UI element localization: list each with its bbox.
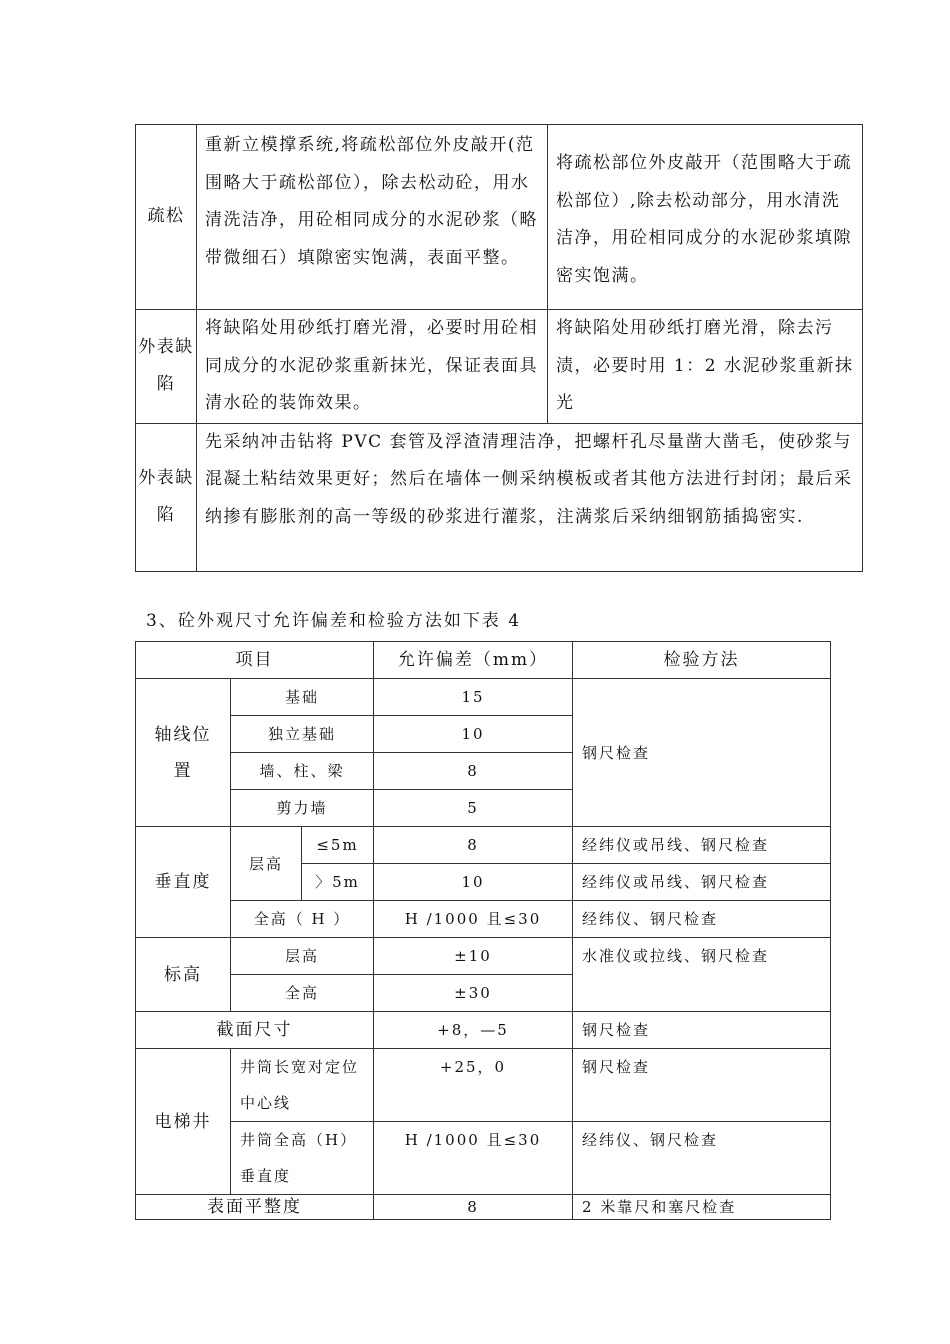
- tolerance-value: +8，—5: [374, 1012, 573, 1049]
- tolerance-value: ±10: [374, 938, 573, 975]
- method-text: 钢尺检查: [573, 1012, 831, 1049]
- item-name: 井筒长宽对定位中心线: [231, 1049, 374, 1122]
- table-row: [136, 1195, 831, 1220]
- tolerance-table: [135, 641, 831, 1220]
- tolerance-value: +25，0: [374, 1049, 573, 1122]
- table-row: [136, 679, 831, 716]
- method-text: 水准仪或拉线、钢尺检查: [573, 938, 831, 1012]
- group-label: 轴线位置: [136, 679, 231, 827]
- tolerance-value: H /1000 且≤30: [374, 901, 573, 938]
- group-label: 电梯井: [136, 1049, 231, 1195]
- item-name: 层高: [231, 938, 374, 975]
- item-name: 层高: [231, 827, 302, 901]
- condition: 〉5m: [302, 864, 374, 901]
- tolerance-value: H /1000 且≤30: [374, 1122, 573, 1195]
- item-name: 井筒全高（H）垂直度: [231, 1122, 374, 1195]
- table-row: [136, 938, 831, 975]
- item-name: 基础: [231, 679, 374, 716]
- item-name: 剪力墙: [231, 790, 374, 827]
- item-name: 截面尺寸: [136, 1012, 374, 1049]
- tolerance-value: 8: [374, 753, 573, 790]
- row-label: 外表缺陷: [136, 423, 197, 571]
- item-name: 墙、柱、梁: [231, 753, 374, 790]
- item-name: 全高: [231, 975, 374, 1012]
- tolerance-value: 8: [374, 1195, 573, 1220]
- treatment-text-alt: 将疏松部位外皮敲开（范围略大于疏松部位）,除去松动部分，用水清洗洁净，用砼相同成分的水泥砂浆填隙密实饱满。: [548, 125, 863, 310]
- tolerance-value: 5: [374, 790, 573, 827]
- group-label: 垂直度: [136, 827, 231, 938]
- tolerance-value: 15: [374, 679, 573, 716]
- method-text: 钢尺检查: [573, 1049, 831, 1122]
- table-row: [136, 1012, 831, 1049]
- tolerance-value: 8: [374, 827, 573, 864]
- row-label: 外表缺陷: [136, 310, 197, 424]
- defect-treatment-table: [135, 124, 863, 572]
- treatment-text-alt: 将缺陷处用砂纸打磨光滑，除去污渍，必要时用 1：2 水泥砂浆重新抹光: [548, 310, 863, 424]
- header-row: [136, 642, 831, 679]
- item-name: 表面平整度: [136, 1195, 374, 1220]
- treatment-text: 先采纳冲击钻将 PVC 套管及浮渣清理洁净，把螺杆孔尽量凿大凿毛，使砂浆与混凝土粘结效果更好；然后在墙体一侧采纳模板或者其他方法进行封闭；最后采纳掺有膨胀剂的高一等级的砂浆进行灌浆，注满浆后采纳细钢筋插捣密实.: [197, 423, 863, 571]
- table-row: [136, 901, 831, 938]
- method-text: 2 米靠尺和塞尺检查: [573, 1195, 831, 1220]
- method-text: 经纬仪、钢尺检查: [573, 1122, 831, 1195]
- item-name: 全高（ H ）: [231, 901, 374, 938]
- treatment-text: 重新立模撑系统,将疏松部位外皮敲开(范围略大于疏松部位），除去松动砼，用水清洗洁净，用砼相同成分的水泥砂浆（略带微细石）填隙密实饱满，表面平整。: [197, 125, 548, 310]
- row-label: 疏松: [136, 125, 197, 310]
- table-row: [136, 125, 863, 310]
- header-tolerance: 允许偏差（mm）: [374, 642, 573, 679]
- tolerance-value: 10: [374, 864, 573, 901]
- table-row: [136, 1122, 831, 1195]
- header-method: 检验方法: [573, 642, 831, 679]
- method-text: 经纬仪或吊线、钢尺检查: [573, 827, 831, 864]
- group-label: 标高: [136, 938, 231, 1012]
- header-item: 项目: [136, 642, 374, 679]
- method-text: 钢尺检查: [573, 679, 831, 827]
- tolerance-value: 10: [374, 716, 573, 753]
- method-text: 经纬仪、钢尺检查: [573, 901, 831, 938]
- treatment-text: 将缺陷处用砂纸打磨光滑，必要时用砼相同成分的水泥砂浆重新抹光，保证表面具清水砼的装饰效果。: [197, 310, 548, 424]
- table-row: [136, 310, 863, 424]
- table-row: [136, 827, 831, 864]
- table-row: [136, 423, 863, 571]
- method-text: 经纬仪或吊线、钢尺检查: [573, 864, 831, 901]
- condition: ≤5m: [302, 827, 374, 864]
- tolerance-value: ±30: [374, 975, 573, 1012]
- table-caption: 3、砼外观尺寸允许偏差和检验方法如下表 4: [146, 611, 522, 631]
- item-name: 独立基础: [231, 716, 374, 753]
- table-row: [136, 1049, 831, 1122]
